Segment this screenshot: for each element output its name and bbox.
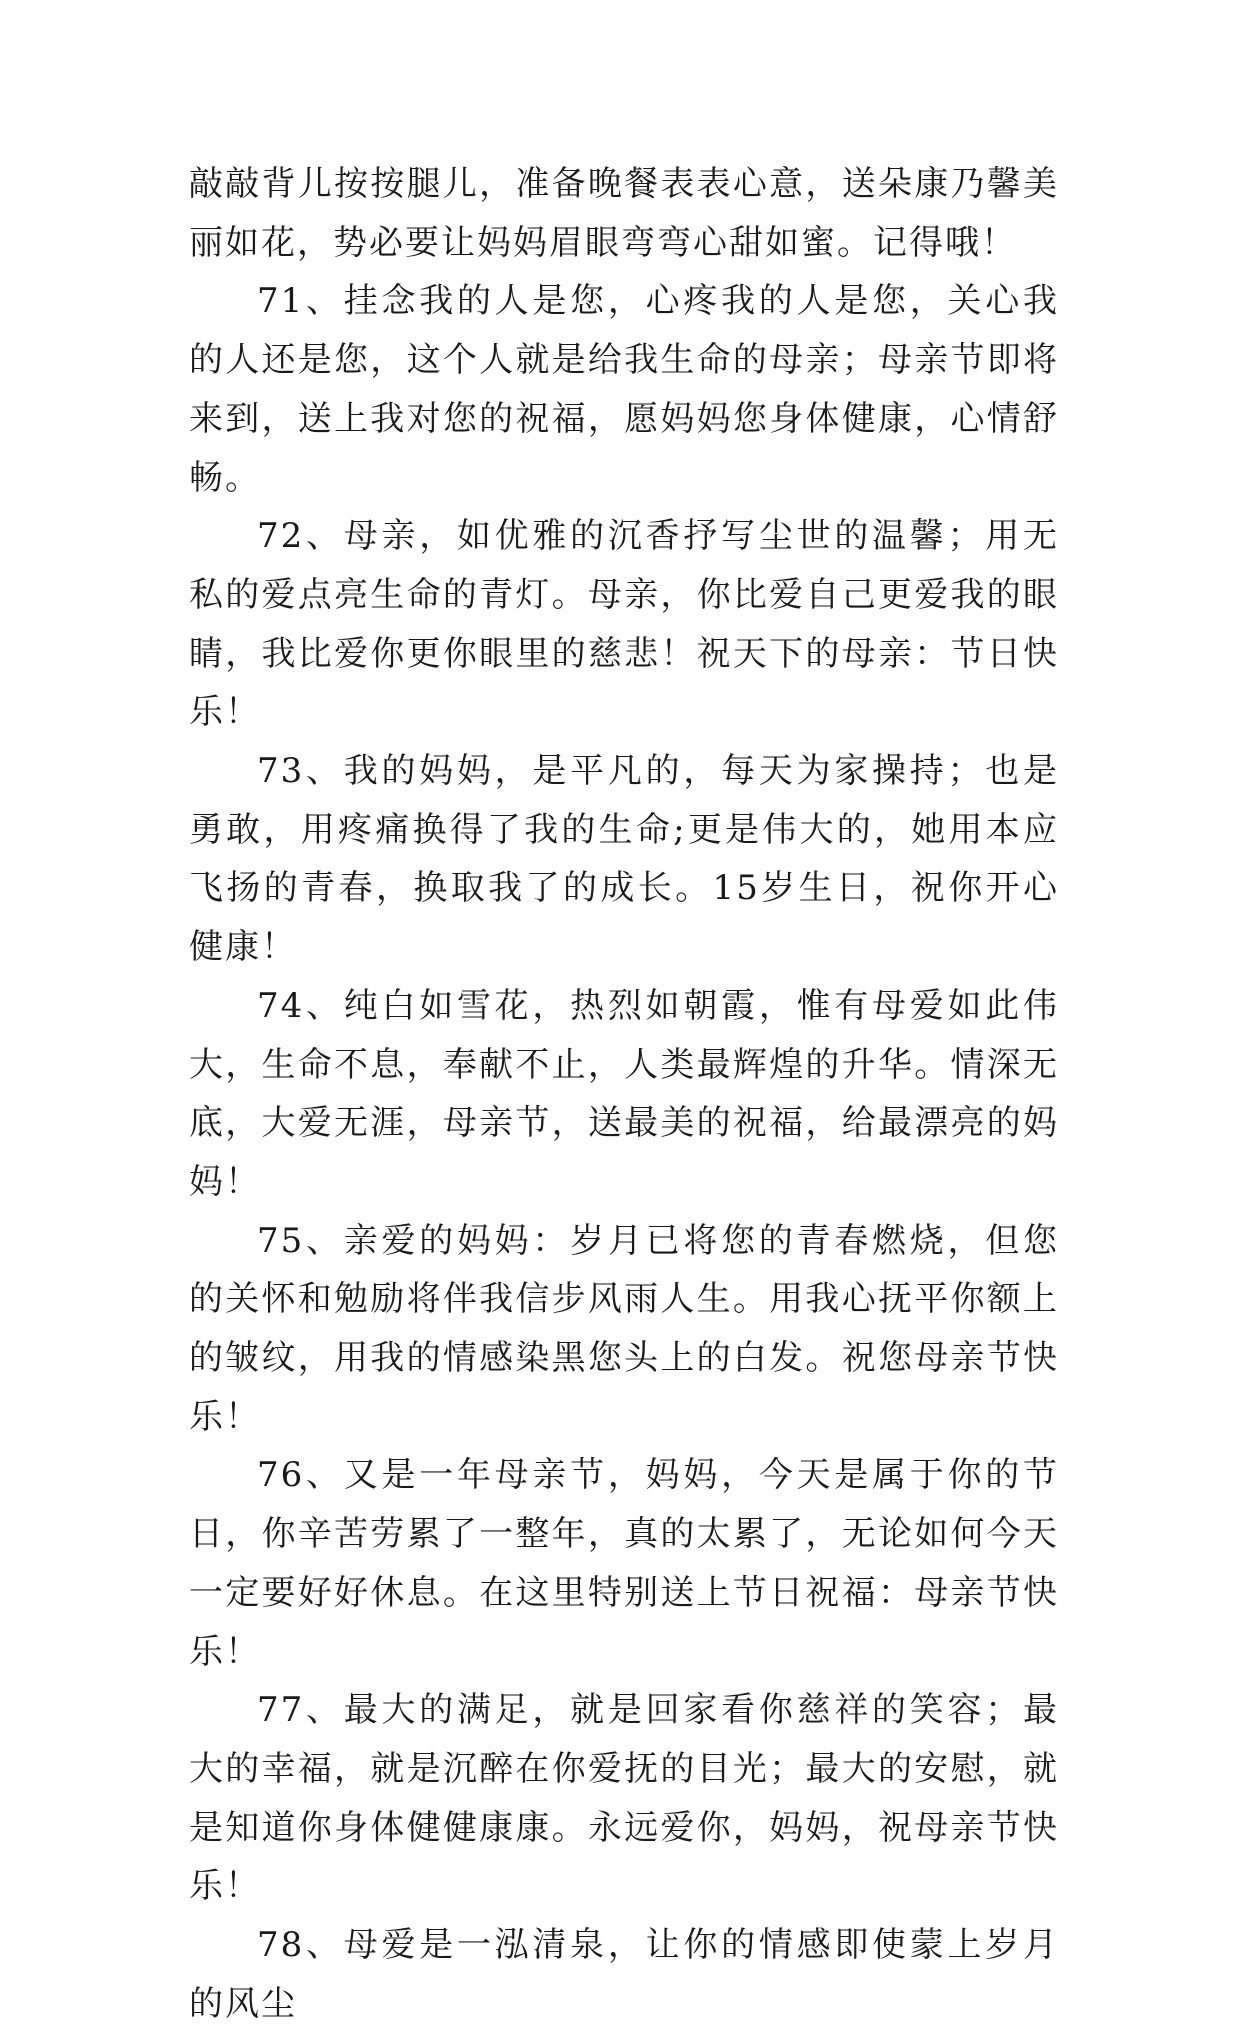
paragraph-78: 78、母爱是一泓清泉，让你的情感即使蒙上岁月的风尘 [189,1925,1059,2024]
paragraph-77: 77、最大的满足，就是回家看你慈祥的笑容；最大的幸福，就是沉醉在你爱抚的目光；最大的安慰，就是知道你身体健健康康。永远爱你，妈妈，祝母亲节快乐！ [189,1690,1059,1907]
paragraph-74: 74、纯白如雪花，热烈如朝霞，惟有母爱如此伟大，生命不息，奉献不止，人类最辉煌的升华。情深无底，大爱无涯，母亲节，送最美的祝福，给最漂亮的妈妈！ [189,985,1059,1202]
paragraph-72: 72、母亲，如优雅的沉香抒写尘世的温馨；用无私的爱点亮生命的青灯。母亲，你比爱自己更爱我的眼睛，我比爱你更你眼里的慈悲！祝天下的母亲：节日快乐！ [189,516,1059,733]
paragraph-75: 75、亲爱的妈妈：岁月已将您的青春燃烧，但您的关怀和勉励将伴我信步风雨人生。用我心抚平你额上的皱纹，用我的情感染黑您头上的白发。祝您母亲节快乐！ [189,1220,1059,1437]
paragraph-76: 76、又是一年母亲节，妈妈，今天是属于你的节日，你辛苦劳累了一整年，真的太累了，无论如何今天一定要好好休息。在这里特别送上节日祝福：母亲节快乐！ [189,1455,1059,1672]
document-body [189,155,1059,2034]
paragraph-73: 73、我的妈妈，是平凡的，每天为家操持；也是勇敢，用疼痛换得了我的生命;更是伟大的，她用本应飞扬的青春，换取我了的成长。15岁生日，祝你开心健康！ [189,751,1059,968]
paragraph-continuation: 敲敲背儿按按腿儿，准备晚餐表表心意，送朵康乃馨美丽如花，势必要让妈妈眉眼弯弯心甜如蜜。记得哦！ [189,164,1059,263]
paragraph-71: 71、挂念我的人是您，心疼我的人是您，关心我的人还是您，这个人就是给我生命的母亲；母亲节即将来到，送上我对您的祝福，愿妈妈您身体健康，心情舒畅。 [189,281,1059,498]
